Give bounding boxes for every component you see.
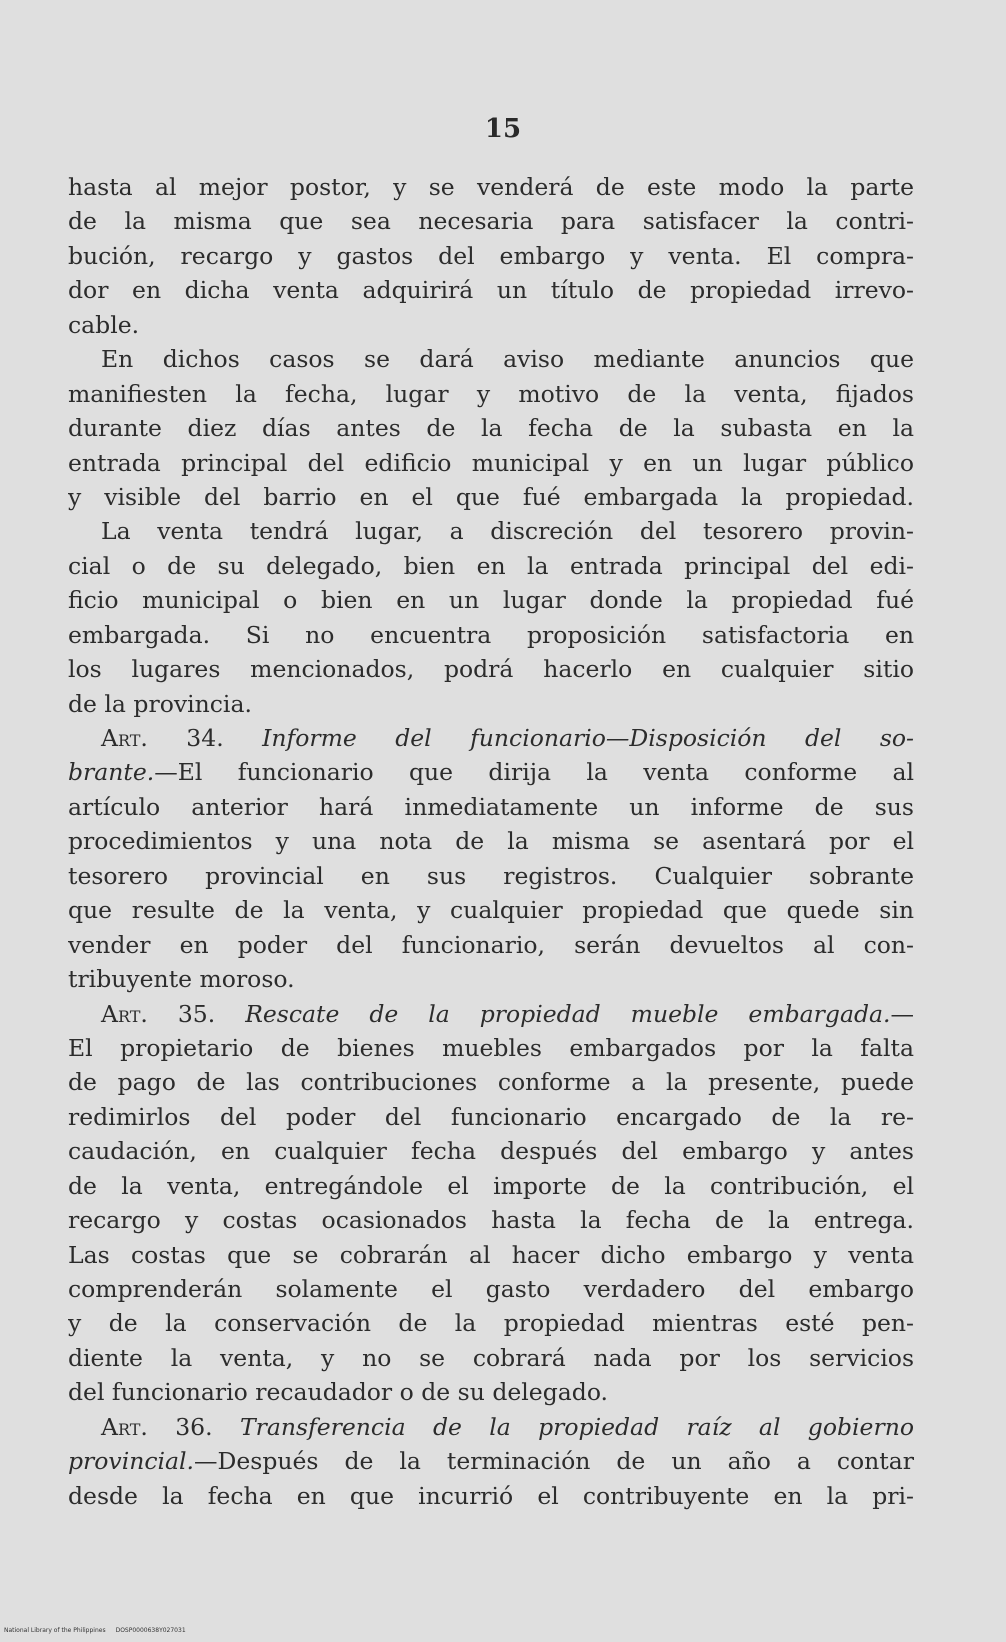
article-36-heading-cont	[68, 1444, 914, 1478]
text-line: cable.	[68, 310, 140, 339]
text-line: La venta tendrá lugar, a discreción del tesorero provin-	[101, 517, 914, 546]
text-line: tesorero provincial en sus registros. Cualquier sobrante	[68, 861, 914, 890]
text-line: vender en poder del funcionario, serán devueltos al con-	[68, 930, 914, 959]
text-line: diente la venta, y no se cobrará nada por los servicios	[68, 1343, 914, 1372]
article-34-text: —El funcionario que dirija la venta conforme al	[154, 758, 914, 787]
text-line: de pago de las contribuciones conforme a la presente, puede	[68, 1068, 914, 1097]
article-34-label: Art. 34.	[101, 724, 224, 752]
scan-footer	[4, 1627, 186, 1634]
article-35-heading	[68, 997, 914, 1031]
text-line: comprenderán solamente el gasto verdadero del embargo	[68, 1275, 914, 1303]
text-line: tribuyente moroso.	[68, 965, 295, 994]
text-line: El propietario de bienes muebles embargados por la falta	[68, 1033, 914, 1062]
article-34-heading	[68, 721, 914, 755]
text-line: que resulte de la venta, y cualquier propiedad que quede sin	[68, 896, 914, 925]
text-line: recargo y costas ocasionados hasta la fecha de la entrega.	[68, 1206, 914, 1235]
article-36-title: Transferencia de la propiedad raíz al gobierno	[239, 1412, 914, 1441]
body-text	[68, 170, 914, 1513]
text-line: hasta al mejor postor, y se venderá de este modo la parte	[68, 173, 914, 201]
text-line: desde la fecha en que incurrió el contribuyente en la pri-	[68, 1481, 914, 1510]
text-line: los lugares mencionados, podrá hacerlo en cualquier sitio	[68, 655, 914, 684]
text-line: cial o de su delegado, bien en la entrada principal del edi-	[68, 551, 914, 580]
footer-library: National Library of the Philippines	[4, 1627, 106, 1634]
article-35-label: Art. 35.	[101, 999, 216, 1028]
text-line: durante diez días antes de la fecha de la subasta en la	[68, 414, 914, 443]
text-line: dor en dicha venta adquirirá un título de propiedad irrevo-	[68, 276, 914, 305]
article-36-title-end: provincial.	[68, 1447, 195, 1476]
text-line: artículo anterior hará inmediatamente un informe de sus	[68, 792, 914, 821]
text-line: de la venta, entregándole el importe de la contribución, el	[68, 1171, 914, 1200]
text-line: entrada principal del edificio municipal y en un lugar público	[68, 448, 914, 477]
text-line: manifiesten la fecha, lugar y motivo de la venta, fijados	[68, 379, 914, 408]
text-line: Las costas que se cobrarán al hacer dicho embargo y venta	[68, 1240, 914, 1269]
text-line: del funcionario recaudador o de su delegado.	[68, 1378, 609, 1407]
article-35-dash: —	[890, 999, 914, 1028]
text-line: ficio municipal o bien en un lugar donde la propiedad fué	[68, 586, 914, 615]
text-line: de la misma que sea necesaria para satisfacer la contri-	[68, 207, 914, 236]
page-number: 15	[484, 114, 522, 144]
article-36-heading	[68, 1410, 914, 1444]
text-line: redimirlos del poder del funcionario encargado de la re-	[68, 1102, 914, 1131]
article-34-heading-cont	[68, 755, 914, 789]
text-line: de la provincia.	[68, 689, 252, 718]
article-36-label: Art. 36.	[101, 1412, 213, 1441]
text-line: En dichos casos se dará aviso mediante anuncios que	[101, 345, 914, 374]
text-line: y de la conservación de la propiedad mientras esté pen-	[68, 1309, 914, 1338]
article-35-title: Rescate de la propiedad mueble embargada.	[245, 999, 891, 1028]
text-line: y visible del barrio en el que fué embargada la propiedad.	[68, 482, 914, 511]
article-34-title-end: brante.	[68, 758, 155, 787]
text-line: caudación, en cualquier fecha después del embargo y antes	[68, 1137, 914, 1166]
text-line: procedimientos y una nota de la misma se asentará por el	[68, 827, 914, 856]
text-line: embargada. Si no encuentra proposición satisfactoria en	[68, 620, 914, 649]
article-36-text: —Después de la terminación de un año a contar	[194, 1447, 914, 1476]
text-line: bución, recargo y gastos del embargo y venta. El compra-	[68, 241, 914, 270]
footer-code: DOSP0000638Y027031	[115, 1627, 186, 1634]
article-34-title: Informe del funcionario—Disposición del so-	[262, 724, 914, 752]
